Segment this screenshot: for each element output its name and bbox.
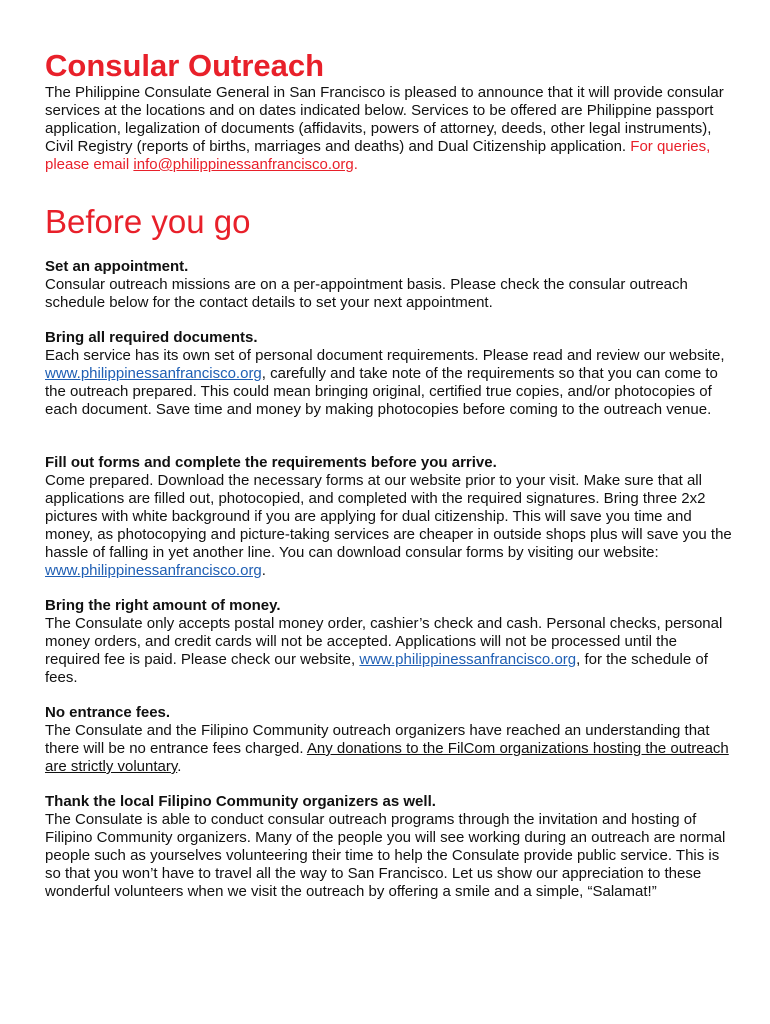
section-text: Each service has its own set of personal document requirements. Please read and review our website, xyxy=(45,347,725,364)
section-text: The Consulate and the Filipino Community outreach organizers have reached an understanding that there will be no entrance fees charged. xyxy=(45,722,710,757)
donations-note: Any donations to the FilCom organizations hosting the outreach are strictly voluntary xyxy=(45,740,729,775)
email-link[interactable]: info@philippinessanfrancisco.org xyxy=(133,156,354,173)
page-title: Consular Outreach xyxy=(45,48,325,83)
website-link[interactable]: www.philippinessanfrancisco.org xyxy=(359,651,577,668)
intro-paragraph xyxy=(45,84,735,174)
section-heading: Bring all required documents. xyxy=(45,329,258,346)
section-heading: Bring the right amount of money. xyxy=(45,597,281,614)
section-heading: Thank the local Filipino Community organizers as well. xyxy=(45,793,436,810)
section-text: . xyxy=(261,562,266,579)
query-suffix: . xyxy=(353,156,358,173)
section-text: , carefully and take note of the requirements so that you can come to the outreach prepared. This could mean bringing original, certified true copies, and/or photocopies of each document. Save time and money by making photocopies before coming to the outreach venue. xyxy=(45,365,718,418)
section-text: The Consulate only accepts postal money order, cashier’s check and cash. Personal checks, personal money orders, and credit cards will not be accepted. Applications will not be processed until the required fee is paid. Please check our website, xyxy=(45,615,723,668)
section-heading-before-you-go: Before you go xyxy=(45,203,251,240)
section-right-amount-money xyxy=(45,597,735,687)
section-fill-out-forms xyxy=(45,454,735,580)
section-heading: No entrance fees. xyxy=(45,704,171,721)
website-link[interactable]: www.philippinessanfrancisco.org xyxy=(45,562,262,579)
section-text: , for the schedule of fees. xyxy=(45,651,708,686)
query-prefix: For queries, please email xyxy=(45,138,711,173)
section-thank-organizers xyxy=(45,793,735,901)
section-text: Consular outreach missions are on a per-appointment basis. Please check the consular outreach schedule below for the contact details to set your next appointment. xyxy=(45,276,688,311)
section-no-entrance-fees xyxy=(45,704,735,776)
section-text: The Consulate is able to conduct consular outreach programs through the invitation and hosting of Filipino Community organizers. Many of the people you will see working during an outreach are normal people such as yourselves volunteering their time to help the Consulate provide public service. This is so that you won’t have to travel all the way to San Francisco. Let us show our appreciation to these wonderful volunteers when we visit the outreach by offering a smile and a simple, “Salamat!” xyxy=(45,811,726,900)
intro-text: The Philippine Consulate General in San Francisco is pleased to announce that it will provide consular services at the locations and on dates indicated below. Services to be offered are Philippine passport application, legalization of documents (affidavits, powers of attorney, deeds, other legal instruments), Civil Registry (reports of births, marriages and deaths) and Dual Citizenship application. xyxy=(45,84,724,155)
section-text: Come prepared. Download the necessary forms at our website prior to your visit. Make sure that all applications are filled out, photocopied, and completed with the required signatures. Bring three 2x2 pictures with white background if you are applying for dual citizenship. This will save you time and money, as photocopying and picture-taking services are cheaper in outside shops plus will save you the hassle of falling in yet another line. You can download consular forms by visiting our website: xyxy=(45,472,732,561)
section-set-appointment xyxy=(45,258,735,312)
website-link[interactable]: www.philippinessanfrancisco.org xyxy=(45,365,262,382)
section-heading: Set an appointment. xyxy=(45,258,189,275)
section-required-documents xyxy=(45,329,735,419)
section-heading: Fill out forms and complete the requirements before you arrive. xyxy=(45,454,497,471)
section-text: . xyxy=(177,758,182,775)
